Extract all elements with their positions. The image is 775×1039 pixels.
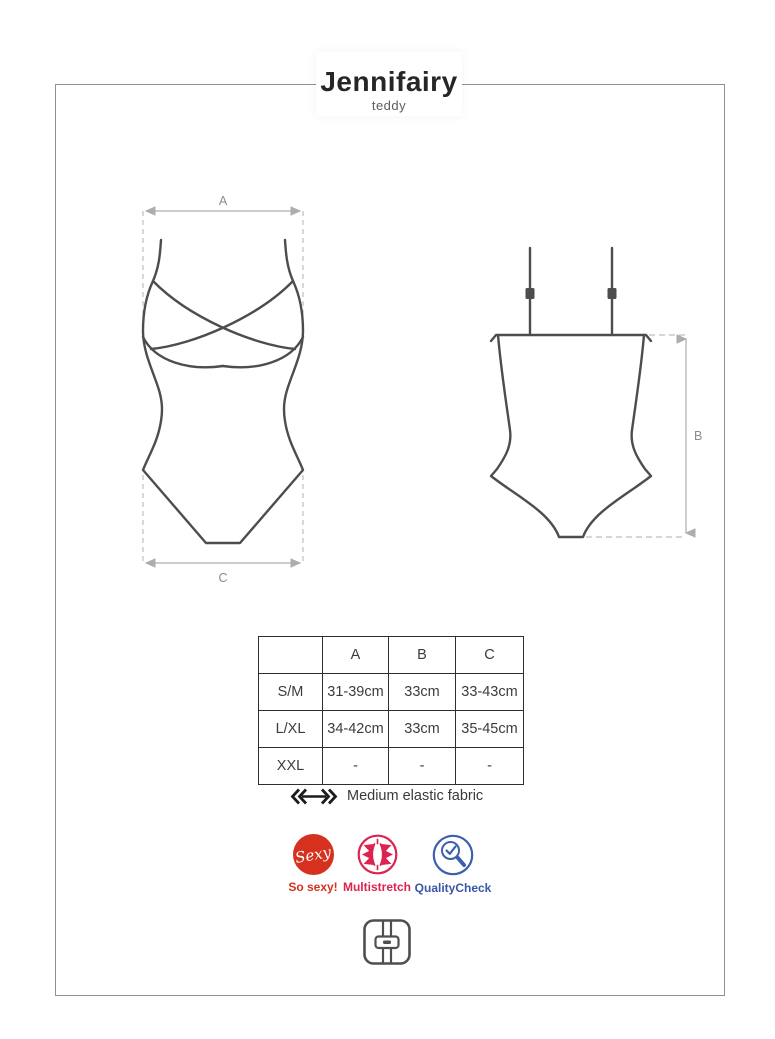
row-label: L/XL [259, 711, 323, 748]
badge-multistretch-label: Multistretch [342, 880, 411, 894]
sexy-icon [293, 834, 334, 875]
cell-value: 33cm [389, 674, 456, 711]
col-header-b: B [389, 637, 456, 674]
teddy-front-outline [143, 240, 303, 543]
back-top-edge [491, 335, 651, 341]
sexy-icon-text: Sexy [293, 842, 333, 867]
fabric-note-text: Medium elastic fabric [347, 788, 484, 804]
badge-multistretch [341, 834, 413, 894]
adjustable-strap-icon [362, 918, 412, 966]
cup-wrap-line-right [151, 281, 293, 349]
row-label: S/M [259, 674, 323, 711]
dim-label-b: B [694, 429, 703, 443]
strap-slider-left [526, 288, 535, 299]
cell-value: - [456, 748, 524, 785]
cell-value: - [323, 748, 389, 785]
stretch-arrow-icon [290, 788, 338, 805]
teddy-back-outline [491, 248, 651, 537]
col-header-a: A [323, 637, 389, 674]
size-table [258, 636, 524, 785]
size-table-header-row [259, 637, 524, 674]
cell-value: 35-45cm [456, 711, 524, 748]
back-view-drawing [460, 240, 710, 550]
badge-qualitycheck [414, 834, 492, 895]
page-title: Jennifairy [320, 66, 458, 97]
fabric-note [290, 786, 483, 806]
table-row [259, 748, 524, 785]
table-row [259, 674, 524, 711]
col-header-c: C [456, 637, 524, 674]
cell-value: - [389, 748, 456, 785]
title-card [316, 52, 462, 116]
feature-badges [0, 834, 775, 904]
row-label: XXL [259, 748, 323, 785]
page-subtitle: teddy [371, 98, 407, 113]
dim-label-c: C [218, 571, 228, 585]
cup-wrap-line-left [153, 281, 295, 349]
cell-value: 33-43cm [456, 674, 524, 711]
front-view-drawing [133, 195, 317, 591]
size-table-corner-cell [259, 637, 323, 674]
cell-value: 33cm [389, 711, 456, 748]
multistretch-icon [357, 834, 398, 875]
quality-check-icon [432, 834, 474, 876]
badge-sexy [283, 834, 343, 894]
strap-slider-right [608, 288, 617, 299]
badge-sexy-label: So sexy! [288, 880, 338, 894]
dim-label-a: A [218, 195, 228, 208]
cell-value: 34-42cm [323, 711, 389, 748]
table-row [259, 711, 524, 748]
cell-value: 31-39cm [323, 674, 389, 711]
badge-qualitycheck-label: QualityCheck [414, 881, 492, 895]
